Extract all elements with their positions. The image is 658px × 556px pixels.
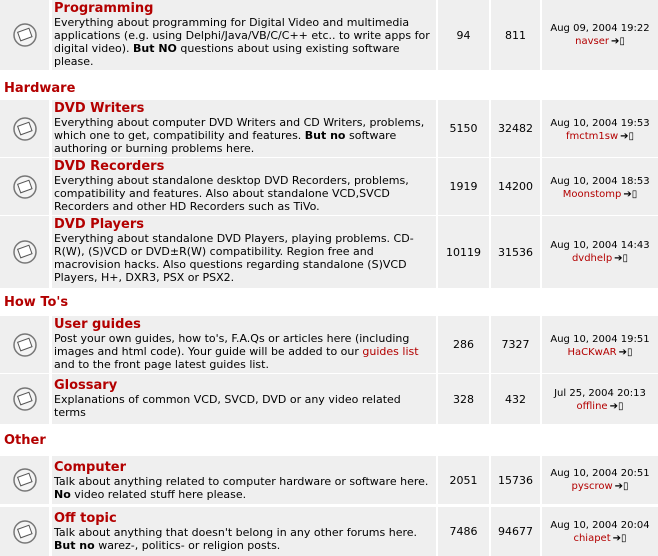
- last-post-user[interactable]: chiapet: [573, 533, 611, 544]
- last-post-user[interactable]: pyscrow: [571, 481, 613, 492]
- desc-text: Talk about anything that doesn't belong in any other forums here.: [54, 526, 418, 539]
- posts-count: 811: [490, 0, 540, 70]
- desc-text: software authoring or burning problems here.: [54, 129, 397, 155]
- folder-icon: [12, 467, 38, 493]
- forum-icon-cell: [0, 100, 50, 157]
- guides-list-link[interactable]: guides list: [362, 345, 419, 358]
- folder-icon: [12, 22, 38, 48]
- arrow-right-icon[interactable]: ➔▯: [614, 481, 629, 492]
- posts-count: 31536: [490, 216, 540, 288]
- category-title[interactable]: Hardware: [4, 81, 76, 96]
- last-post-date: Aug 10, 2004 19:53: [550, 118, 650, 129]
- topics-count: 10119: [437, 216, 489, 288]
- last-post-user[interactable]: fmctm1sw: [565, 131, 619, 142]
- category-header[interactable]: [0, 76, 658, 98]
- category-title[interactable]: How To's: [4, 295, 69, 310]
- last-post: [541, 216, 658, 288]
- topics-count: 7486: [437, 507, 489, 556]
- forum-name-link[interactable]: User guides: [54, 317, 141, 332]
- forum-icon-cell: [0, 216, 50, 288]
- desc-bold: But no: [54, 539, 95, 552]
- last-post: [541, 456, 658, 504]
- topics-count: 328: [437, 374, 489, 424]
- arrow-right-icon[interactable]: ➔▯: [612, 533, 627, 544]
- last-post-date: Aug 10, 2004 14:43: [550, 240, 650, 251]
- forum-description: [54, 526, 417, 552]
- forum-description: Everything about standalone DVD Players, playing problems. CD-R(W), (S)VCD or DVD±R(W) compatibility. Region free and macrovision hacks. Also questions regarding standalone (S)VCD Players, H+, DXR3, PSX or PSX2.: [54, 232, 414, 284]
- arrow-right-icon[interactable]: ➔▯: [618, 347, 633, 358]
- category-title[interactable]: Other: [4, 433, 46, 448]
- desc-text: video related stuff here please.: [70, 488, 247, 501]
- forum-info: [51, 374, 436, 424]
- forum-description: [54, 475, 428, 501]
- folder-icon: [12, 386, 38, 412]
- last-post-user[interactable]: dvdhelp: [571, 253, 613, 264]
- forum-info: [51, 216, 436, 288]
- forum-row: [0, 100, 658, 157]
- forum-icon-cell: [0, 507, 50, 556]
- arrow-right-icon[interactable]: ➔▯: [614, 253, 629, 264]
- last-post: [541, 316, 658, 373]
- desc-text: and to the front page latest guides list.: [54, 358, 269, 371]
- posts-count: 15736: [490, 456, 540, 504]
- forum-description: [54, 332, 419, 371]
- forum-icon-cell: [0, 158, 50, 215]
- category-header[interactable]: [0, 428, 658, 450]
- posts-count: 94677: [490, 507, 540, 556]
- forum-info: [51, 0, 436, 70]
- forum-icon-cell: [0, 374, 50, 424]
- last-post-date: Aug 10, 2004 20:04: [550, 520, 650, 531]
- topics-count: 286: [437, 316, 489, 373]
- forum-name-link[interactable]: DVD Players: [54, 217, 144, 232]
- forum-description: Everything about standalone desktop DVD Recorders, problems, compatibility and features. Also about standalone VCD,SVCD Recorders and other HD Recorders such as TiVo.: [54, 174, 409, 213]
- last-post: [541, 100, 658, 157]
- topics-count: 2051: [437, 456, 489, 504]
- desc-text: warez-, politics- or religion posts.: [94, 539, 281, 552]
- forum-name-link[interactable]: DVD Writers: [54, 101, 145, 116]
- forum-description: Explanations of common VCD, SVCD, DVD or any video related terms: [54, 393, 401, 419]
- forum-row: [0, 216, 658, 288]
- folder-icon: [12, 239, 38, 265]
- last-post: [541, 0, 658, 70]
- last-post: [541, 374, 658, 424]
- arrow-right-icon[interactable]: ➔▯: [610, 36, 625, 47]
- forum-info: [51, 456, 436, 504]
- last-post: [541, 507, 658, 556]
- posts-count: 14200: [490, 158, 540, 215]
- forum-row: [0, 158, 658, 215]
- topics-count: 5150: [437, 100, 489, 157]
- last-post: [541, 158, 658, 215]
- last-post-date: Aug 10, 2004 19:51: [550, 334, 650, 345]
- forum-name-link[interactable]: Off topic: [54, 511, 117, 526]
- forum-description: [54, 116, 424, 155]
- forum-row: [0, 507, 658, 556]
- topics-count: 1919: [437, 158, 489, 215]
- desc-bold: No: [54, 488, 71, 501]
- last-post-user[interactable]: HaCKwAR: [567, 347, 617, 358]
- arrow-right-icon[interactable]: ➔▯: [620, 131, 635, 142]
- posts-count: 432: [490, 374, 540, 424]
- folder-icon: [12, 332, 38, 358]
- forum-info: [51, 507, 436, 556]
- desc-text: Everything about computer DVD Writers and CD Writers, problems, which one to get, compatibility and features.: [54, 116, 425, 142]
- forum-name-link[interactable]: Programming: [54, 1, 154, 16]
- forum-icon-cell: [0, 316, 50, 373]
- forum-info: [51, 316, 436, 373]
- desc-text: Post your own guides, how to's, F.A.Qs or articles here (including images and html code). Your guide will be added to our: [54, 332, 410, 358]
- last-post-user[interactable]: offline: [576, 401, 608, 412]
- posts-count: 7327: [490, 316, 540, 373]
- desc-bold: But NO: [133, 42, 177, 55]
- forum-name-link[interactable]: Computer: [54, 460, 127, 475]
- arrow-right-icon[interactable]: ➔▯: [623, 189, 638, 200]
- desc-text: Everything about programming for Digital Video and multimedia applications (e.g. using Delphi/Java/VB/C/C++ etc.. to write apps for digital video).: [54, 16, 430, 55]
- forum-icon-cell: [0, 0, 50, 70]
- forum-icon-cell: [0, 456, 50, 504]
- arrow-right-icon[interactable]: ➔▯: [609, 401, 624, 412]
- posts-count: 32482: [490, 100, 540, 157]
- forum-description: [54, 16, 430, 68]
- forum-row: [0, 0, 658, 70]
- last-post-date: Aug 09, 2004 19:22: [550, 23, 650, 34]
- forum-name-link[interactable]: DVD Recorders: [54, 159, 165, 174]
- last-post-date: Aug 10, 2004 20:51: [550, 468, 650, 479]
- folder-icon: [12, 116, 38, 142]
- desc-text: questions about using existing software please.: [54, 42, 400, 68]
- forum-row: [0, 456, 658, 504]
- folder-icon: [12, 519, 38, 545]
- forum-row: [0, 316, 658, 373]
- forum-name-link[interactable]: Glossary: [54, 378, 118, 393]
- last-post-date: Aug 10, 2004 18:53: [550, 176, 650, 187]
- forum-info: [51, 158, 436, 215]
- desc-bold: But no: [304, 129, 346, 142]
- last-post-date: Jul 25, 2004 20:13: [554, 388, 646, 399]
- last-post-user[interactable]: navser: [575, 36, 609, 47]
- category-header[interactable]: [0, 290, 658, 312]
- forum-row: [0, 374, 658, 424]
- last-post-user[interactable]: Moonstomp: [562, 189, 622, 200]
- desc-text: Talk about anything related to computer hardware or software here.: [54, 475, 429, 488]
- forum-info: [51, 100, 436, 157]
- topics-count: 94: [437, 0, 489, 70]
- folder-icon: [12, 174, 38, 200]
